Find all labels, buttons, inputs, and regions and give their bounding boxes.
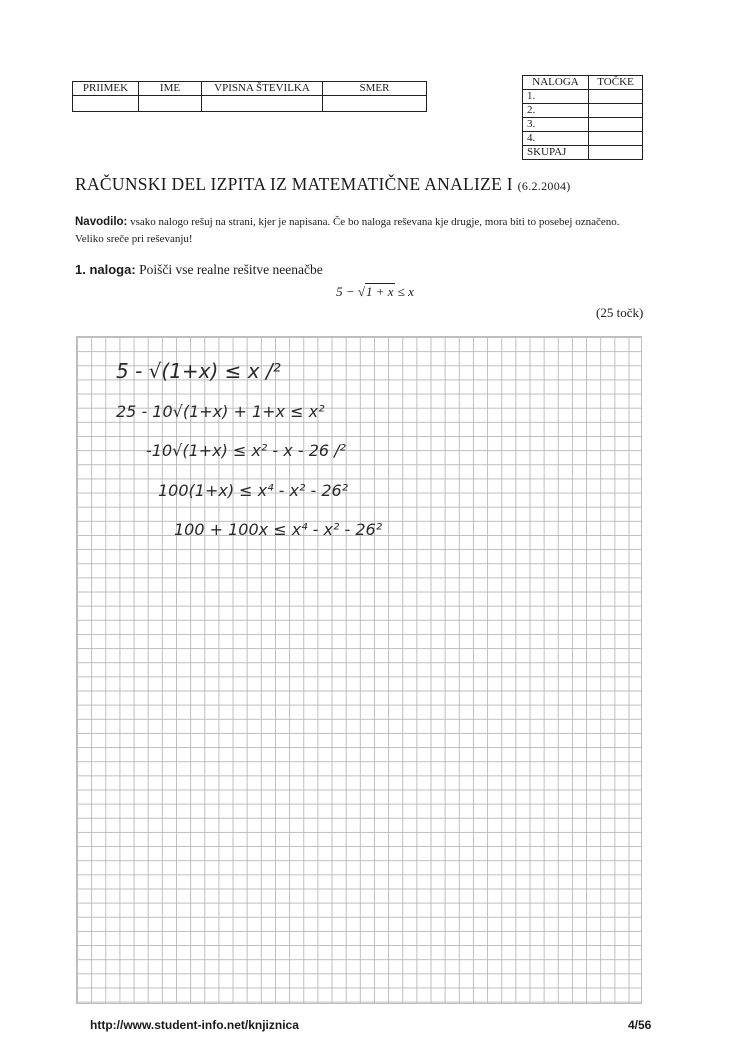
score-header-naloga: NALOGA: [523, 76, 589, 90]
header-ime: IME: [139, 82, 202, 96]
score-row-label: 3.: [523, 118, 589, 132]
field-ime: [139, 96, 202, 112]
title-main: RAČUNSKI DEL IZPITA IZ MATEMATIČNE ANALIZE I: [75, 174, 513, 194]
score-row-total: SKUPAJ: [523, 146, 589, 160]
score-cell: [589, 132, 643, 146]
title-date: (6.2.2004): [517, 179, 571, 193]
footer-page-number: 4/56: [628, 1018, 652, 1032]
score-cell: [589, 90, 643, 104]
footer-url: http://www.student-info.net/knjiznica: [90, 1018, 299, 1032]
formula-left: 5 −: [336, 284, 358, 299]
score-cell: [589, 104, 643, 118]
student-info-table: [72, 81, 427, 112]
score-header-tocke: TOČKE: [589, 76, 643, 90]
task-formula: [0, 284, 750, 300]
task-label: 1. naloga:: [75, 262, 136, 277]
instructions-text: vsako nalogo rešuj na strani, kjer je napisana. Če bo naloga reševana kje drugje, mora biti to posebej označeno. Veliko sreče pri reševanju!: [75, 216, 620, 245]
score-cell: [589, 146, 643, 160]
task-text: Poišči vse realne rešitve neenačbe: [139, 262, 323, 277]
score-row-label: 1.: [523, 90, 589, 104]
score-table: [522, 75, 643, 160]
handwritten-solution: [76, 336, 642, 566]
header-priimek: PRIIMEK: [73, 82, 139, 96]
handwriting-line-4: 100(1+x) ≤ x⁴ - x² - 26²: [158, 481, 349, 500]
task-points: (25 točk): [596, 305, 644, 320]
formula-sqrt: 1 + x: [365, 284, 394, 299]
field-vpisna-stevilka: [202, 96, 323, 112]
field-priimek: [73, 96, 139, 112]
handwriting-line-1: 5 - √(1+x) ≤ x /²: [116, 359, 281, 383]
handwriting-line-2: 25 - 10√(1+x) + 1+x ≤ x²: [116, 402, 325, 421]
score-row-label: 4.: [523, 132, 589, 146]
handwriting-line-5: 100 + 100x ≤ x⁴ - x² - 26²: [174, 520, 383, 539]
page-title: [75, 174, 571, 195]
score-cell: [589, 118, 643, 132]
task-heading: [75, 262, 323, 278]
header-smer: SMER: [323, 82, 427, 96]
formula-right: ≤ x: [394, 284, 414, 299]
header-vpisna-stevilka: VPISNA ŠTEVILKA: [202, 82, 323, 96]
score-row-label: 2.: [523, 104, 589, 118]
handwriting-line-3: -10√(1+x) ≤ x² - x - 26 /²: [146, 441, 346, 460]
instructions-label: Navodilo:: [75, 216, 128, 228]
instructions: [75, 214, 650, 248]
sqrt-icon: √: [357, 284, 365, 299]
field-smer: [323, 96, 427, 112]
